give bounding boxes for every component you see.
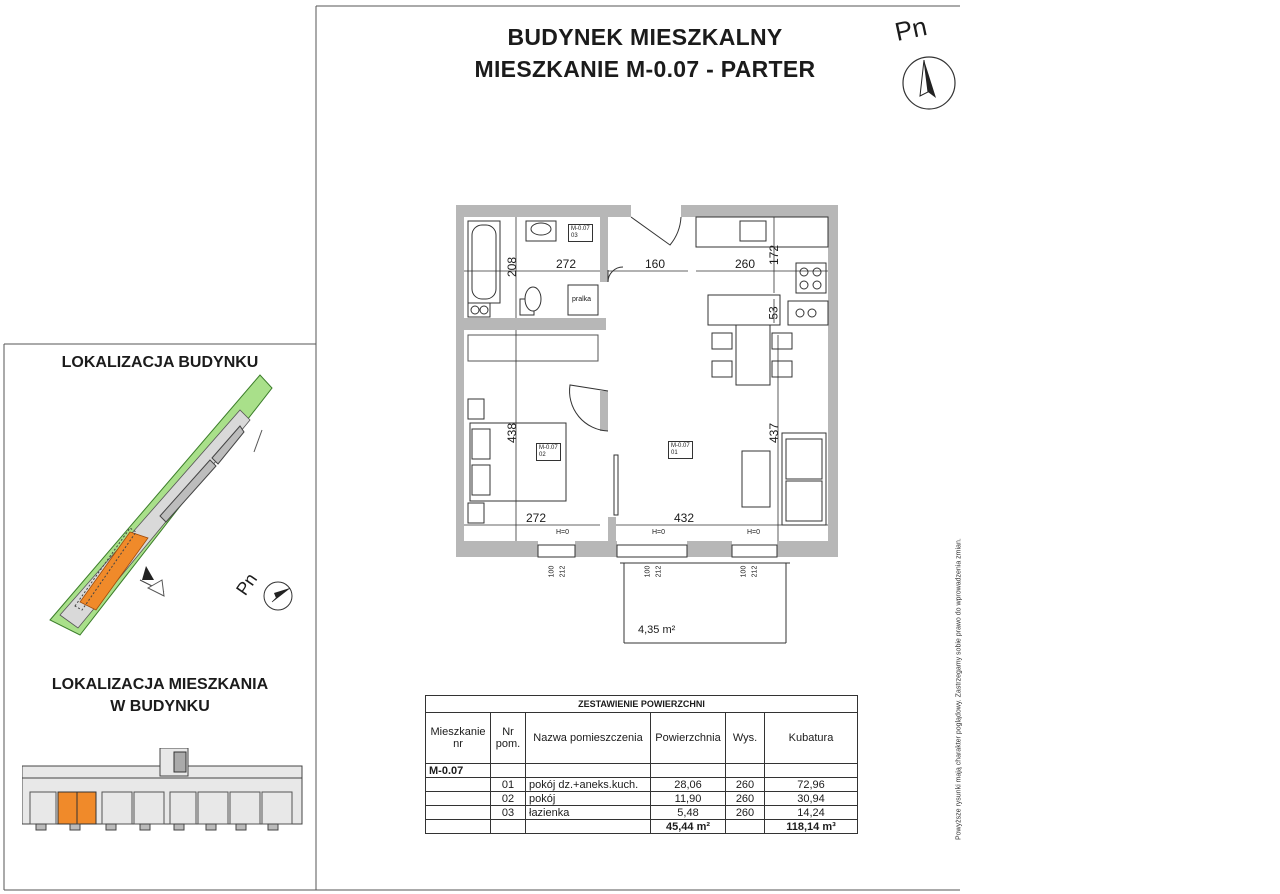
apartment-location-subtitle: W BUDYNKU xyxy=(110,698,210,715)
window-1-sill: 100 xyxy=(548,565,556,578)
room-area: 28,06 xyxy=(651,778,726,792)
room-height: 260 xyxy=(726,778,765,792)
dim-kitchen-height: 172 xyxy=(767,244,782,266)
room-volume: 14,24 xyxy=(765,806,858,820)
room-tag-03-number: 03 xyxy=(571,233,578,239)
room-name: pokój dz.+aneks.kuch. xyxy=(526,778,651,792)
table-row xyxy=(426,778,858,792)
dim-living-width: 432 xyxy=(674,511,695,525)
window-3-h: H=0 xyxy=(747,529,761,536)
window-3-sill: 100 xyxy=(740,565,748,578)
room-tag-01-number: 01 xyxy=(671,450,678,456)
room-name: łazienka xyxy=(526,806,651,820)
site-north-arrow-icon xyxy=(262,580,294,612)
room-volume: 30,94 xyxy=(765,792,858,806)
total-area: 45,44 m² xyxy=(651,820,726,834)
room-height: 260 xyxy=(726,792,765,806)
window-1-h: H=0 xyxy=(556,529,570,536)
table-row xyxy=(426,792,858,806)
room-tag-02 xyxy=(536,443,561,461)
dim-bath-width: 272 xyxy=(556,257,577,271)
table-row xyxy=(426,806,858,820)
window-2-sill: 100 xyxy=(644,565,652,578)
room-tag-02-number: 02 xyxy=(539,452,546,458)
area-summary-table xyxy=(425,695,858,834)
north-label: Pn xyxy=(892,11,930,47)
col-room-name: Nazwa pomieszczenia xyxy=(526,713,651,764)
area-table-title: ZESTAWIENIE POWIERZCHNI xyxy=(426,696,858,713)
window-3-height: 212 xyxy=(751,565,759,578)
building-floor-plan xyxy=(22,748,307,834)
room-height: 260 xyxy=(726,806,765,820)
col-room-no: Nr pom. xyxy=(491,713,526,764)
window-2-height: 212 xyxy=(655,565,663,578)
apartment-location-title: LOKALIZACJA MIESZKANIA xyxy=(51,676,269,693)
room-name: pokój xyxy=(526,792,651,806)
area-table-header-row xyxy=(426,713,858,764)
room-tag-02-code: M-0.07 xyxy=(539,445,558,451)
total-volume: 118,14 m³ xyxy=(765,820,858,834)
table-total-row xyxy=(426,820,858,834)
room-volume: 72,96 xyxy=(765,778,858,792)
washing-machine-label: pralka xyxy=(572,296,592,303)
dim-kitchen-width: 260 xyxy=(735,257,756,271)
window-1-height: 212 xyxy=(559,565,567,578)
disclaimer: Powyższe rysunki mają charakter poglądowy. Zastrzegamy sobie prawo do wprowadzenia zmian. xyxy=(955,538,963,840)
room-tag-01-code: M-0.07 xyxy=(671,443,690,449)
dim-bedroom-width: 272 xyxy=(526,511,547,525)
document-title: BUDYNEK MIESZKALNY xyxy=(507,24,783,50)
dim-bath-height: 208 xyxy=(505,256,520,278)
dim-bedroom-height: 438 xyxy=(505,422,520,444)
site-north-label: Pn xyxy=(232,569,262,599)
window-2-h: H=0 xyxy=(652,529,666,536)
room-no: 02 xyxy=(491,792,526,806)
site-plan xyxy=(40,370,290,640)
room-no: 03 xyxy=(491,806,526,820)
col-area: Powierzchnia xyxy=(651,713,726,764)
col-apartment: Mieszkanie nr xyxy=(426,713,491,764)
dim-kitchen-small: 53 xyxy=(766,306,781,320)
building-location-title: LOKALIZACJA BUDYNKU xyxy=(61,354,259,371)
room-tag-03 xyxy=(568,224,593,242)
room-no: 01 xyxy=(491,778,526,792)
table-row xyxy=(426,764,858,778)
room-area: 11,90 xyxy=(651,792,726,806)
disclaimer-wrapper xyxy=(952,380,966,840)
room-area: 5,48 xyxy=(651,806,726,820)
col-volume: Kubatura xyxy=(765,713,858,764)
room-tag-03-code: M-0.07 xyxy=(571,226,590,232)
col-height: Wys. xyxy=(726,713,765,764)
apartment-code: M-0.07 xyxy=(426,764,491,778)
apartment-title: MIESZKANIE M-0.07 - PARTER xyxy=(474,56,816,82)
north-arrow-icon xyxy=(900,54,958,112)
dim-door: 160 xyxy=(645,257,666,271)
dim-living-height: 437 xyxy=(767,422,782,444)
room-tag-01 xyxy=(668,441,693,459)
balcony-area: 4,35 m² xyxy=(638,624,676,636)
